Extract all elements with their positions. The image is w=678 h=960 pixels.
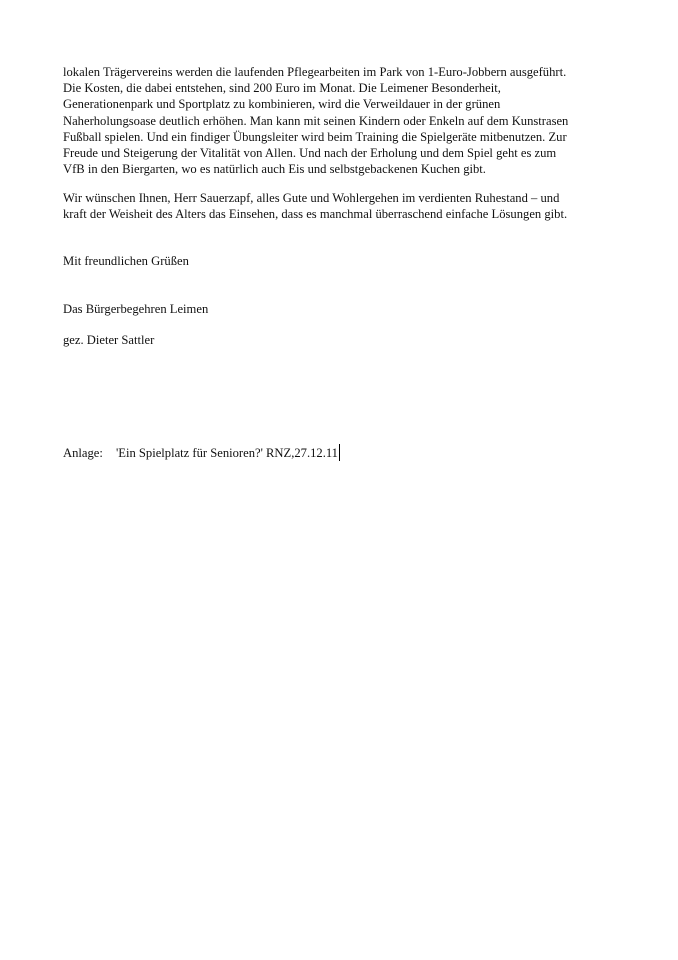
text-line: Naherholungsoase deutlich erhöhen. Man kann mit seinen Kindern oder Enkeln auf dem Kunstrasen: [63, 113, 569, 128]
text-line: Freude und Steigerung der Vitalität von Allen. Und nach der Erholung und dem Spiel geht es zum: [63, 146, 557, 161]
sender-name: Das Bürgerbegehren Leimen: [63, 302, 209, 316]
body-paragraph-2: [63, 190, 623, 222]
text-line: VfB in den Biergarten, wo es natürlich auch Eis und selbstgebackenen Kuchen gibt.: [63, 162, 486, 177]
text-line: Generationenpark und Sportplatz zu kombinieren, wird die Verweildauer in der grünen: [63, 97, 501, 112]
text-cursor: [339, 444, 340, 461]
text-line: lokalen Trägervereins werden die laufenden Pflegearbeiten im Park von 1-Euro-Jobbern ausgeführt.: [63, 65, 567, 79]
closing-greeting: Mit freundlichen Grüßen: [63, 254, 189, 268]
text-line: kraft der Weisheit des Alters das Einsehen, dass es manchmal überraschend einfache Lösungen gibt.: [63, 207, 568, 222]
attachment-line[interactable]: [63, 444, 623, 461]
signature-line: gez. Dieter Sattler: [63, 333, 155, 347]
body-paragraph-1: [63, 64, 623, 177]
text-line: Die Kosten, die dabei entstehen, sind 200 Euro im Monat. Die Leimener Besonderheit,: [63, 81, 501, 96]
attachment-text[interactable]: 'Ein Spielplatz für Senioren?' RNZ,27.12.11: [116, 446, 338, 460]
text-line: Wir wünschen Ihnen, Herr Sauerzapf, alles Gute und Wohlergehen im verdienten Ruhestand – und: [63, 191, 560, 205]
text-line: Fußball spielen. Und ein findiger Übungsleiter wird beim Training die Spielgeräte mitbenutzen. Zur: [63, 129, 567, 144]
attachment-label: Anlage:: [63, 446, 103, 460]
